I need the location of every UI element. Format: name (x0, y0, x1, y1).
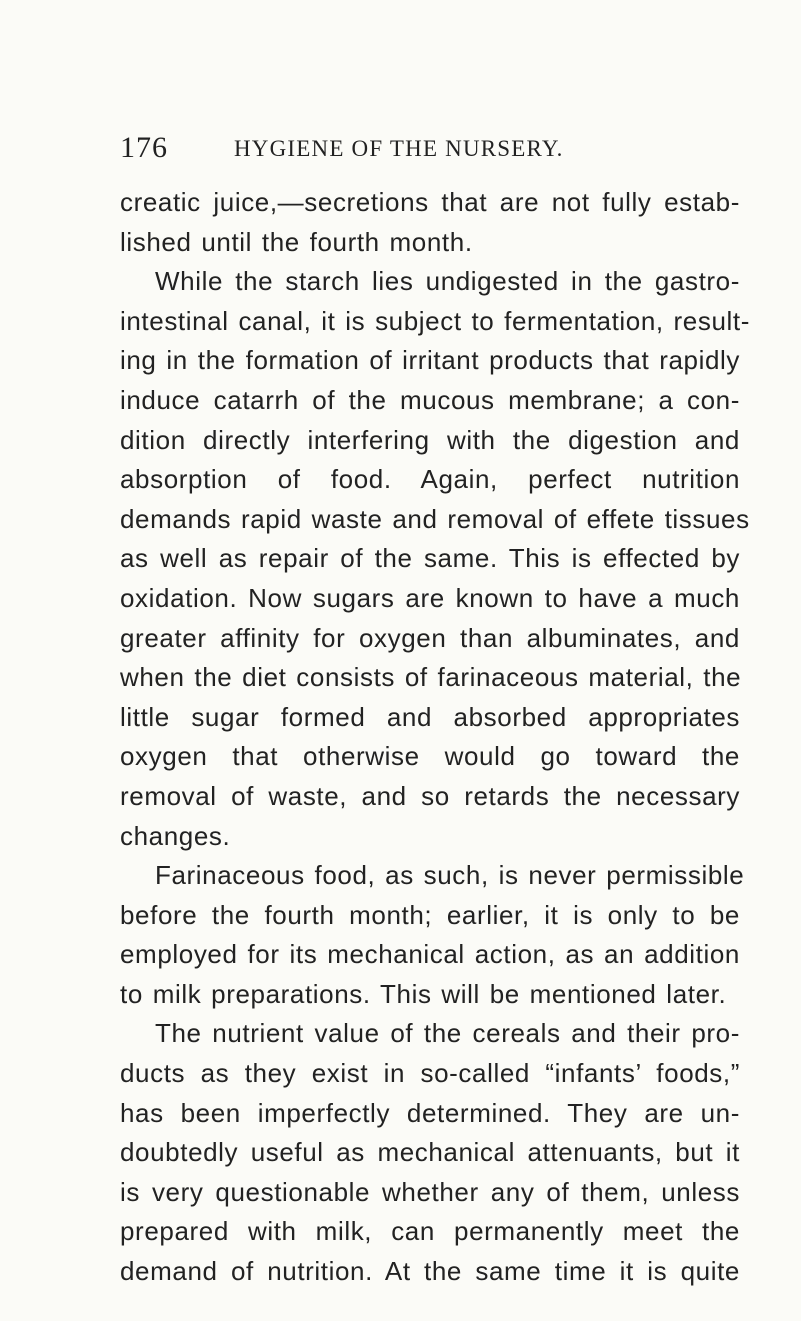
text-line: removal of waste, and so retards the necessary (120, 780, 740, 811)
text-line: demand of nutrition. At the same time it is quite (120, 1256, 740, 1287)
running-head (120, 128, 620, 168)
text-line: when the diet consists of farinaceous material, the (120, 662, 742, 693)
text-line: Farinaceous food, as such, is never permissible (155, 860, 745, 891)
text-line: before the fourth month; earlier, it is only to be (120, 899, 740, 930)
text-line: employed for its mechanical action, as an addition (120, 939, 740, 970)
text-line: creatic juice,—secretions that are not fully estab- (120, 187, 740, 217)
text-line: ing in the formation of irritant products that rapidly (120, 345, 740, 376)
text-line: little sugar formed and absorbed appropriates (120, 701, 740, 732)
text-line: greater affinity for oxygen than albuminates, and (120, 622, 740, 653)
text-line: to milk preparations. This will be mentioned later. (120, 978, 727, 1009)
text-line: ducts as they exist in so-called “infants’ foods,” (120, 1058, 740, 1089)
text-line: demands rapid waste and removal of effete tissues (120, 503, 750, 534)
text-line: doubtedly useful as mechanical attenuants, but it (120, 1137, 740, 1168)
text-line: changes. (120, 820, 231, 851)
page-number: 176 (120, 131, 168, 164)
text-line: has been imperfectly determined. They are un- (120, 1097, 740, 1128)
text-line: prepared with milk, can permanently meet the (120, 1216, 740, 1247)
text-line: While the starch lies undigested in the gastro- (155, 266, 740, 297)
text-line: as well as repair of the same. This is effected by (120, 543, 740, 574)
text-line: intestinal canal, it is subject to fermentation, result- (120, 305, 750, 336)
text-line: dition directly interfering with the digestion and (120, 424, 740, 455)
text-line: absorption of food. Again, perfect nutrition (120, 464, 740, 495)
text-line: oxidation. Now sugars are known to have a much (120, 582, 740, 613)
running-head-title: HYGIENE OF THE NURSERY. (234, 136, 564, 161)
text-line: is very questionable whether any of them, unless (120, 1176, 740, 1207)
text-line: lished until the fourth month. (120, 226, 473, 257)
text-line: The nutrient value of the cereals and their pro- (155, 1018, 740, 1049)
body-text (120, 183, 750, 1292)
text-line: oxygen that otherwise would go toward the (120, 741, 740, 772)
text-line: induce catarrh of the mucous membrane; a con- (120, 384, 740, 415)
